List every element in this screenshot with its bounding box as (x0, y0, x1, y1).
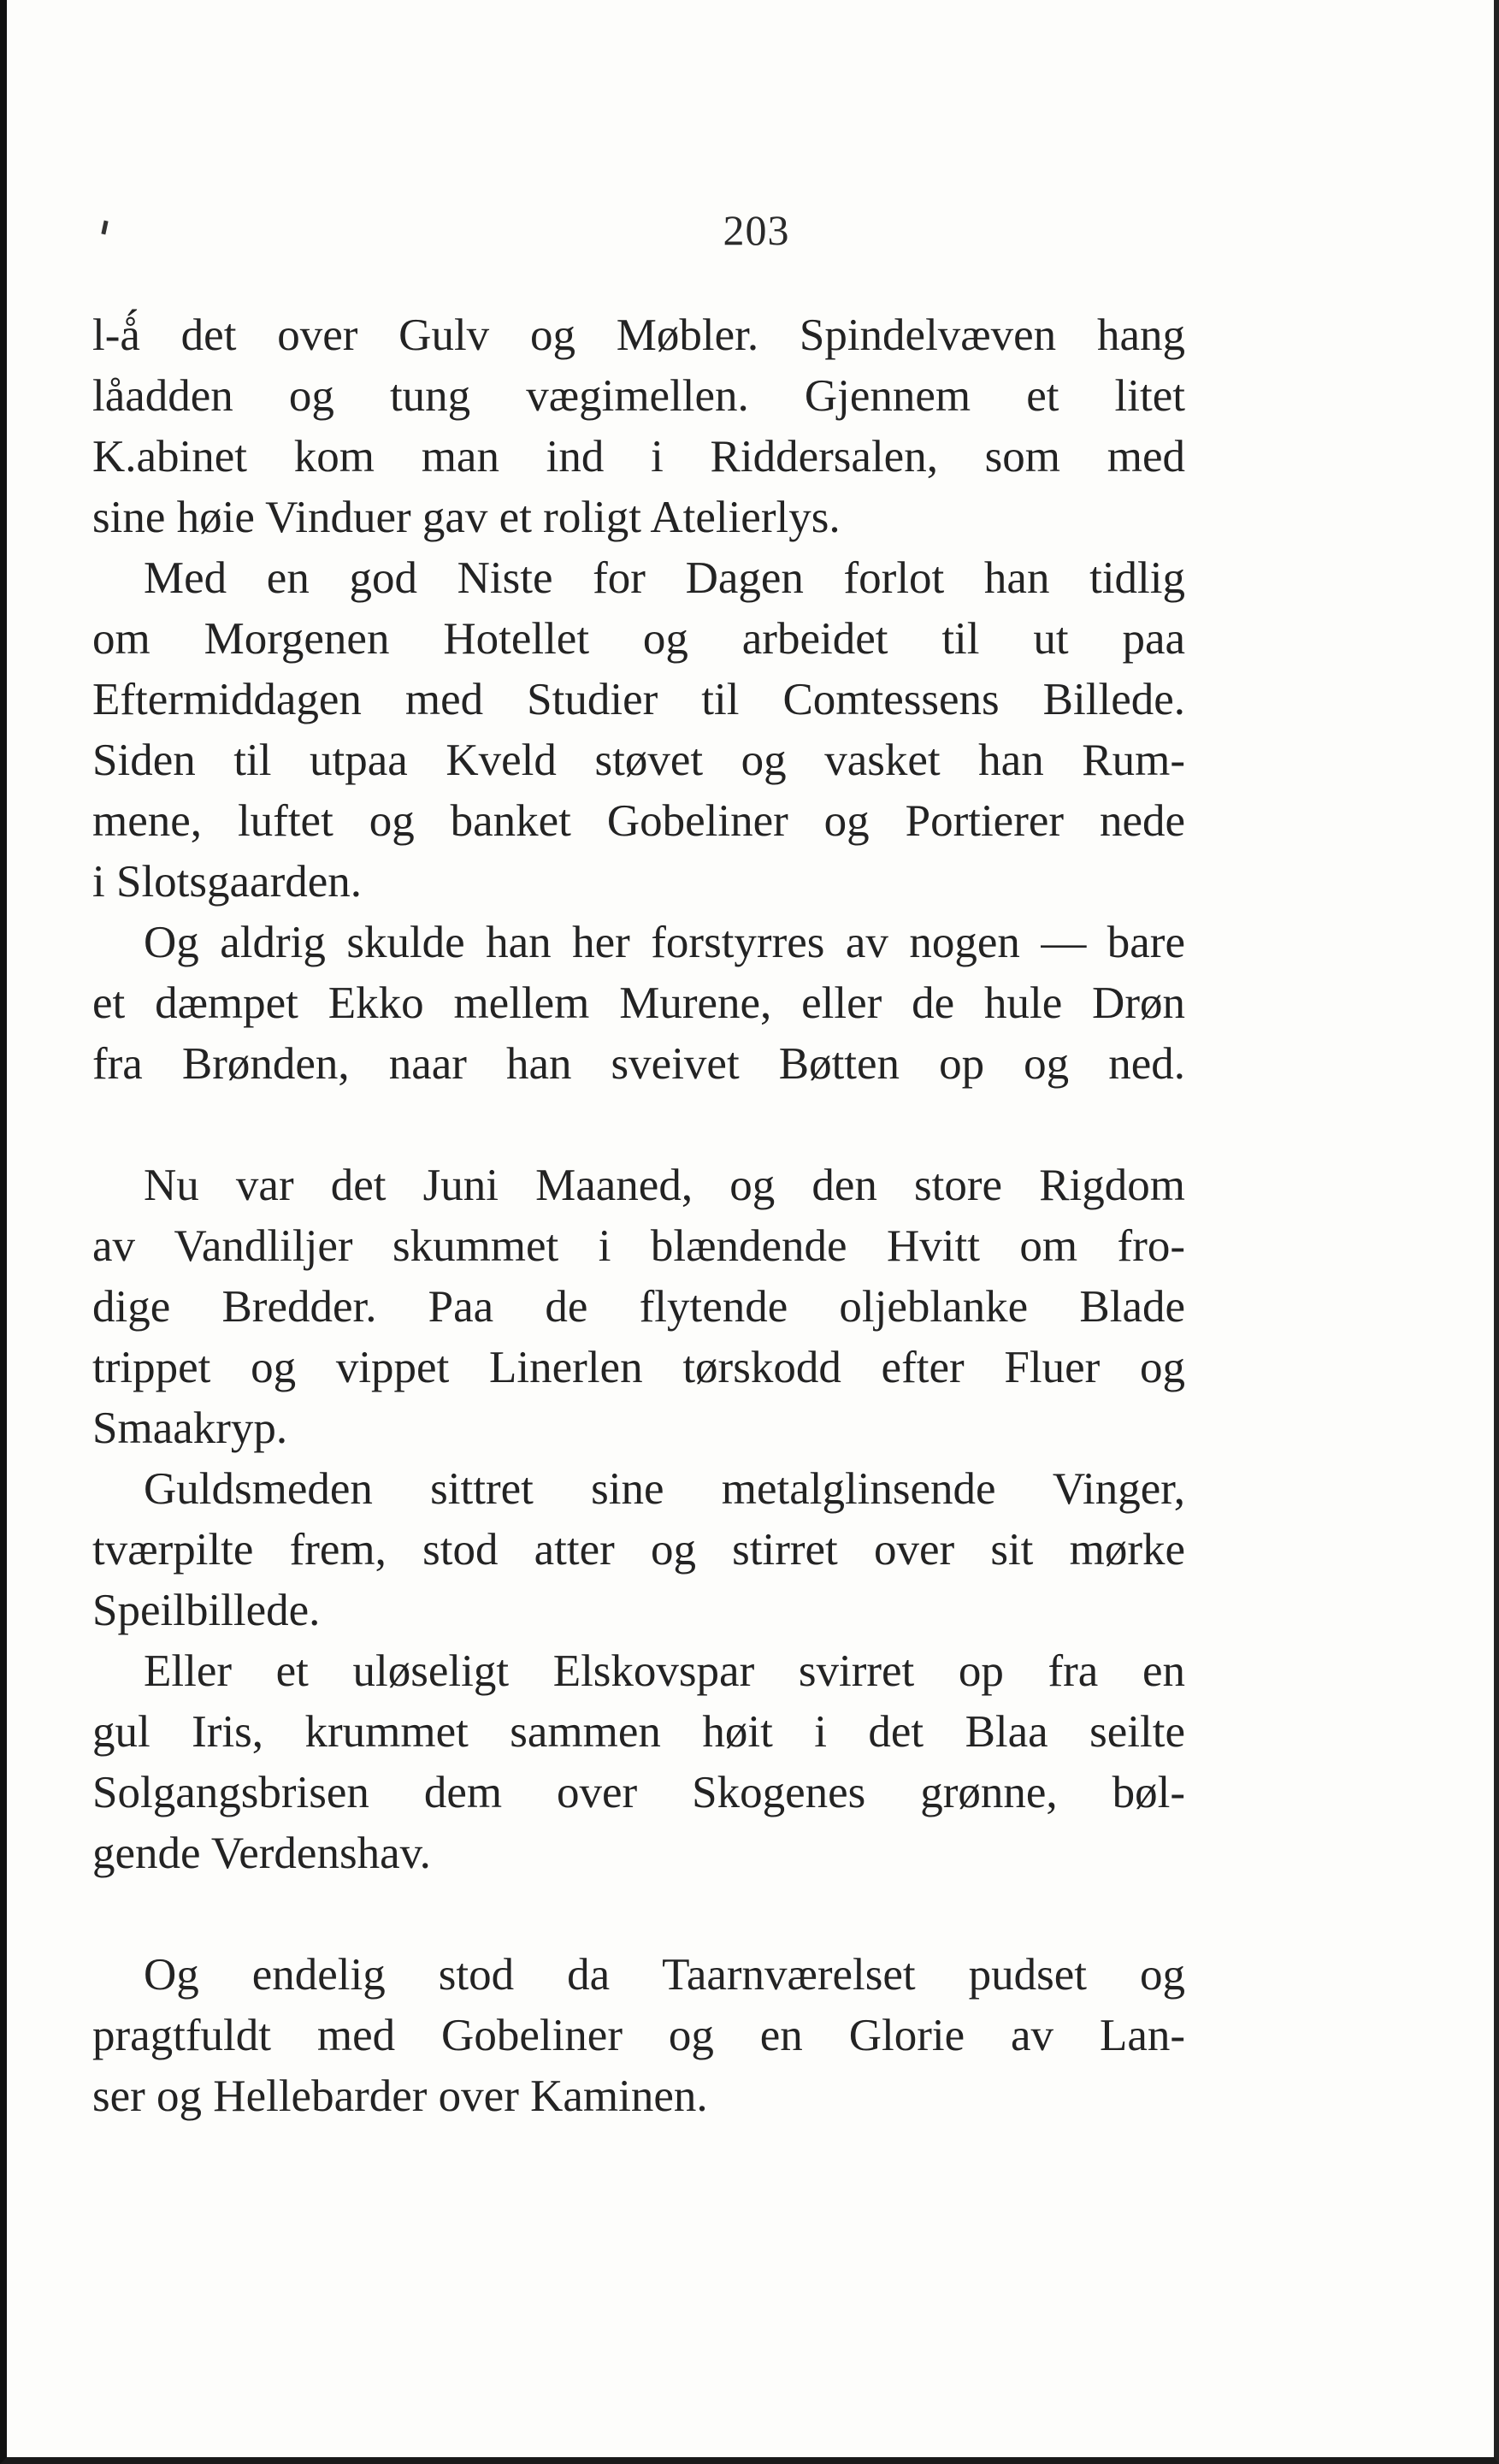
text-line: gende Verdenshav. (92, 1829, 431, 1878)
text-line: et dæmpet Ekko mellem Murene, eller de hule Drøn (92, 978, 1185, 1028)
text-line: gul Iris, krummet sammen høit i det Blaa seilte (92, 1707, 1185, 1757)
paragraph-gap (92, 1884, 1185, 1945)
text-line: låadden og tung vægimellen. Gjennem et litet (92, 371, 1185, 421)
body-text (92, 305, 1185, 2127)
text-line: av Vandliljer skummet i blændende Hvitt om fro- (92, 1221, 1185, 1271)
text-line: Eftermiddagen med Studier til Comtessens Billede. (92, 675, 1185, 724)
text-line: Smaakryp. (92, 1403, 288, 1453)
text-line: Og endelig stod da Taarnværelset pudset og (144, 1950, 1185, 2000)
text-line: Nu var det Juni Maaned, og den store Rigdom (144, 1161, 1185, 1210)
text-line: K.abinet kom man ind i Riddersalen, som med (92, 432, 1185, 482)
text-line: tværpilte frem, stod atter og stirret over sit mørke (92, 1525, 1185, 1575)
text-line: Guldsmeden sittret sine metalglinsende Vinger, (144, 1464, 1185, 1514)
text-line: Eller et uløseligt Elskovspar svirret op fra en (144, 1646, 1185, 1696)
text-line: Siden til utpaa Kveld støvet og vasket han Rum- (92, 736, 1185, 785)
text-line: fra Brønden, naar han sveivet Bøtten op og ned. (92, 1039, 1185, 1089)
text-line: Speilbillede. (92, 1586, 321, 1635)
paragraph-gap (92, 1095, 1185, 1155)
text-line: trippet og vippet Linerlen tørskodd efter Fluer og (92, 1343, 1185, 1392)
text-line: om Morgenen Hotellet og arbeidet til ut paa (92, 614, 1185, 664)
text-line: ser og Hellebarder over Kaminen. (92, 2071, 708, 2121)
page-number: 203 (723, 206, 790, 254)
text-line: Med en god Niste for Dagen forlot han tidlig (144, 553, 1185, 603)
text-line: Solgangsbrisen dem over Skogenes grønne, bøl- (92, 1768, 1185, 1817)
text-line: i Slotsgaarden. (92, 857, 362, 907)
text-line: sine høie Vinduer gav et roligt Atelierlys. (92, 493, 841, 542)
text-line: dige Bredder. Paa de flytende oljeblanke Blade (92, 1282, 1185, 1332)
text-line: pragtfuldt med Gobeliner og en Glorie av Lan- (92, 2011, 1185, 2060)
text-line: Og aldrig skulde han her forstyrres av nogen — bare (144, 918, 1185, 967)
text-line: mene, luftet og banket Gobeliner og Portierer nede (92, 796, 1185, 846)
text-line: l-ǻ det over Gulv og Møbler. Spindelvæven hang (92, 310, 1185, 360)
